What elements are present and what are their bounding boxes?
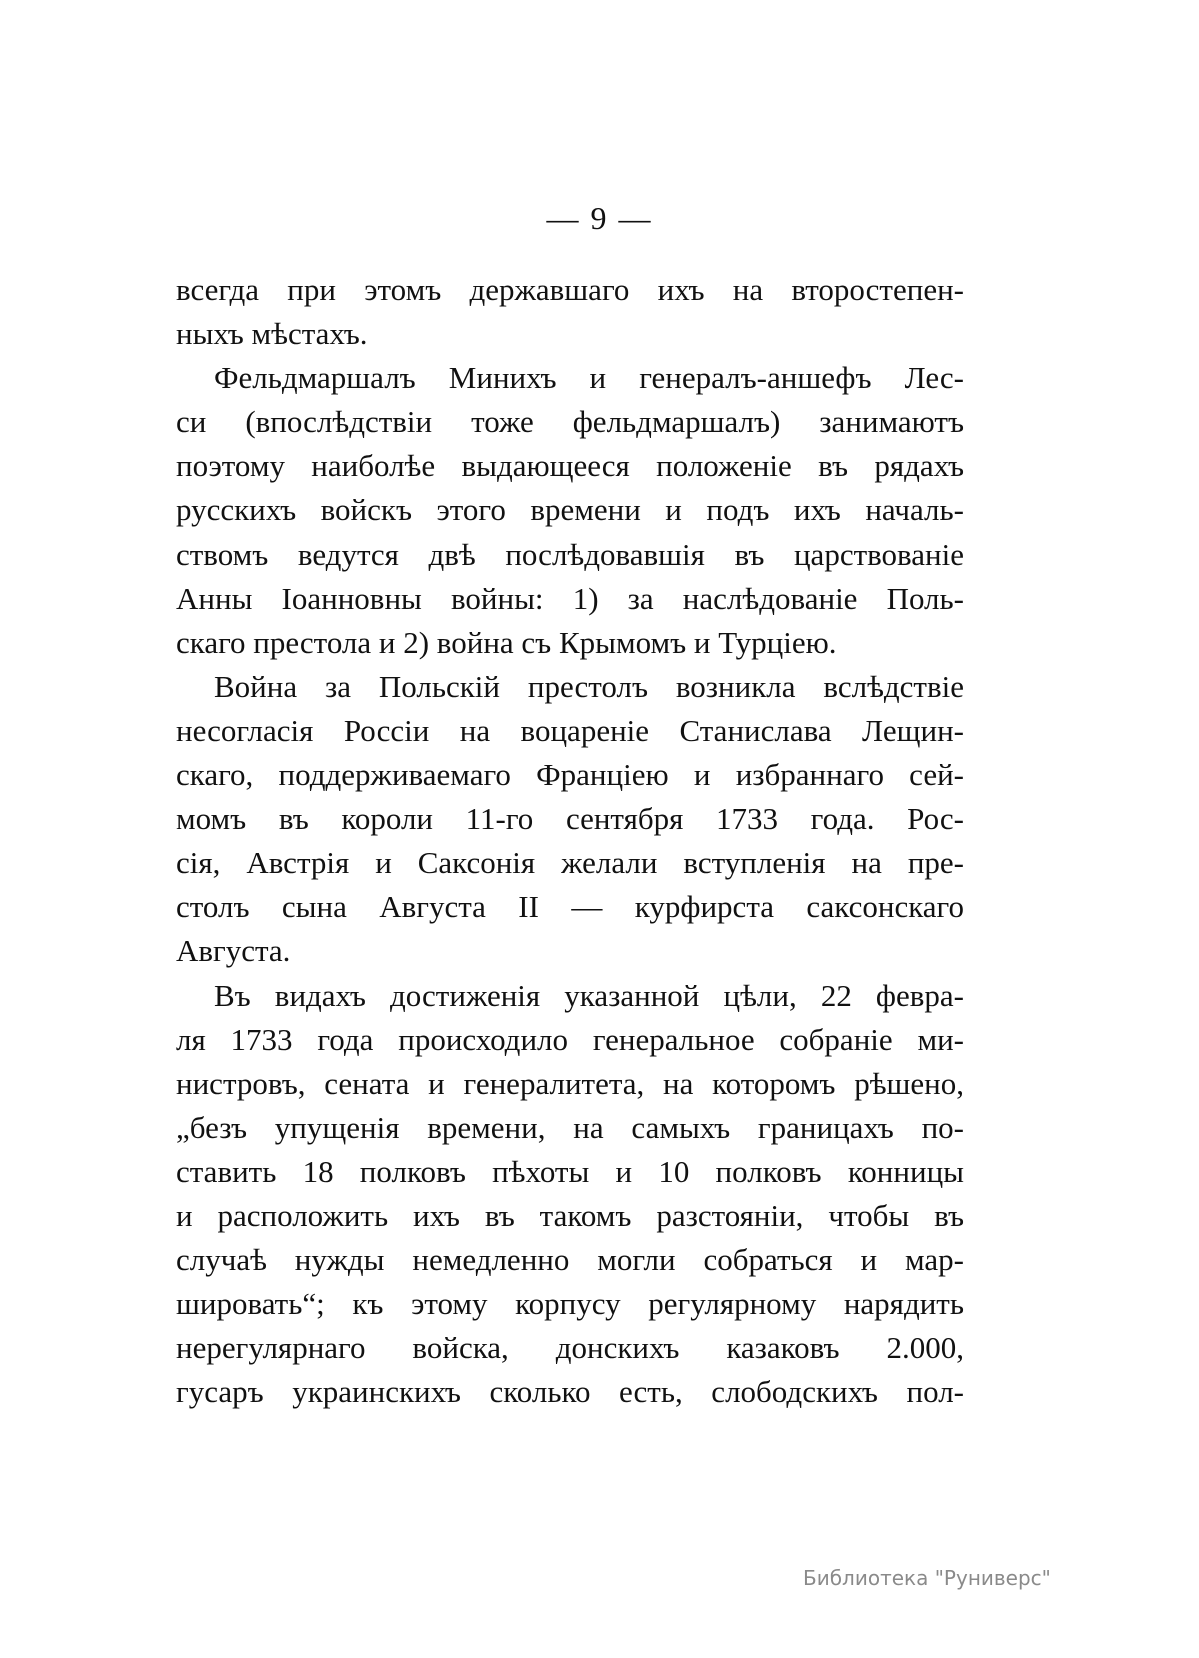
body-text bbox=[176, 268, 964, 1414]
text-line: и расположить ихъ въ такомъ разстояніи, чтобы въ bbox=[176, 1197, 964, 1233]
text-line: момъ въ короли 11-го сентября 1733 года. Рос- bbox=[176, 801, 964, 837]
text-line: ствомъ ведутся двѣ послѣдовавшія въ царствованіе bbox=[176, 536, 964, 572]
text-line: шировать“; къ этому корпусу регулярному нарядить bbox=[176, 1286, 964, 1322]
text-line: Анны Іоанновны войны: 1) за наслѣдованіе Поль- bbox=[176, 580, 964, 616]
page-number: — 9 — bbox=[546, 200, 653, 236]
text-line: всегда при этомъ державшаго ихъ на второстепен- bbox=[176, 272, 964, 307]
text-line: поэтому наиболѣе выдающееся положеніе въ рядахъ bbox=[176, 448, 964, 484]
text-line: Въ видахъ достиженія указанной цѣли, 22 февра- bbox=[214, 977, 964, 1013]
text-line: столъ сына Августа II — курфирста саксонскаго bbox=[176, 889, 964, 925]
text-line: Война за Польскій престолъ возникла вслѣдствіе bbox=[214, 668, 964, 704]
text-line: несогласія Россіи на воцареніе Станислава Лещин- bbox=[176, 712, 964, 748]
text-line: Фельдмаршалъ Минихъ и генералъ-аншефъ Лес- bbox=[214, 360, 964, 396]
text-line: ля 1733 года происходило генеральное собраніе ми- bbox=[176, 1021, 964, 1057]
library-watermark: Библиотека "Руниверс" bbox=[803, 1566, 1051, 1590]
text-line: скаго престола и 2) война съ Крымомъ и Турціею. bbox=[176, 624, 837, 660]
text-line: Августа. bbox=[176, 933, 291, 969]
text-line: нерегулярнаго войска, донскихъ казаковъ 2.000, bbox=[176, 1330, 964, 1366]
text-line: „безъ упущенія времени, на самыхъ границахъ по- bbox=[176, 1109, 964, 1145]
text-line: ставить 18 полковъ пѣхоты и 10 полковъ конницы bbox=[176, 1153, 964, 1189]
text-line: си (впослѣдствіи тоже фельдмаршалъ) занимаютъ bbox=[176, 404, 964, 440]
text-line: русскихъ войскъ этого времени и подъ ихъ началь- bbox=[176, 492, 964, 528]
text-line: случаѣ нужды немедленно могли собраться и мар- bbox=[176, 1242, 964, 1278]
text-line: нистровъ, сената и генералитета, на которомъ рѣшено, bbox=[176, 1065, 964, 1101]
text-line: сія, Австрія и Саксонія желали вступленія на пре- bbox=[176, 845, 964, 881]
text-line: ныхъ мѣстахъ. bbox=[176, 316, 368, 352]
text-line: скаго, поддерживаемаго Франціею и избраннаго сей- bbox=[176, 757, 964, 793]
text-line: гусаръ украинскихъ сколько есть, слободскихъ пол- bbox=[176, 1374, 964, 1410]
